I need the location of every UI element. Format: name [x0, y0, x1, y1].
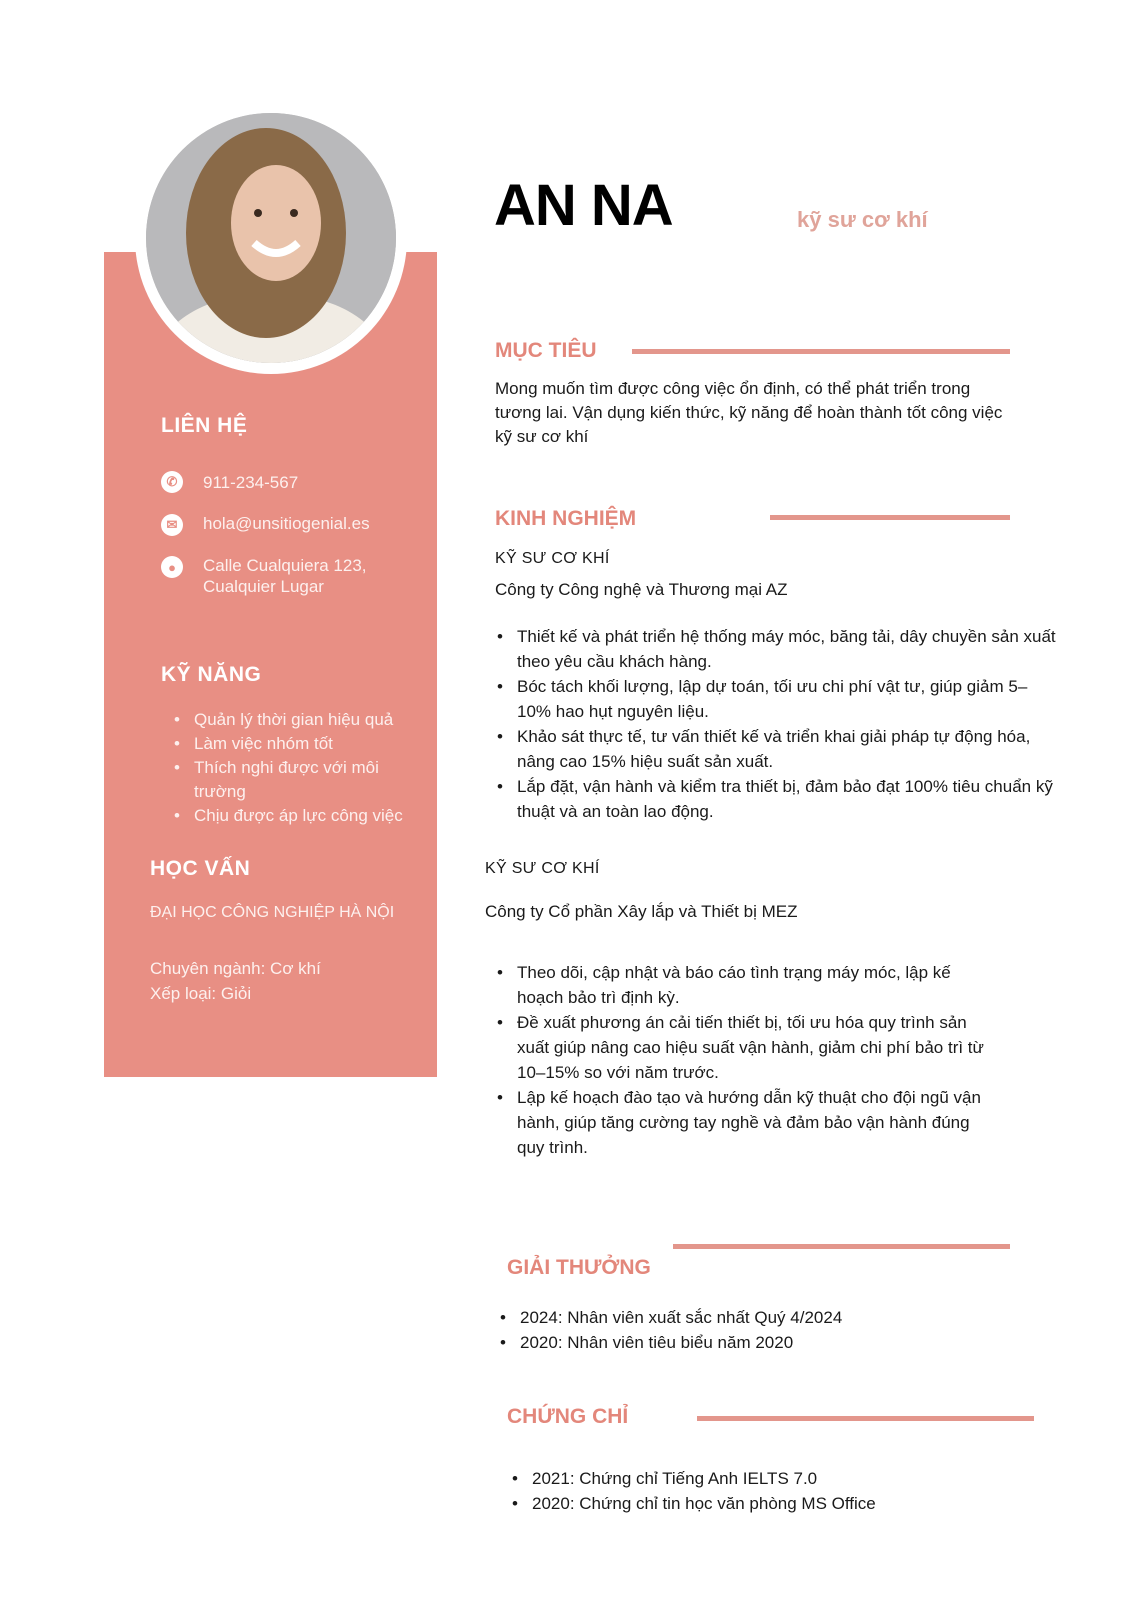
candidate-name: AN NA: [494, 173, 673, 238]
award-item: • 2020: Nhân viên tiêu biểu năm 2020: [498, 1330, 842, 1355]
duty-item: • Theo dõi, cập nhật và báo cáo tình trạng máy móc, lập kế hoạch bảo trì định kỳ.: [495, 960, 990, 1010]
job-2-title: KỸ SƯ CƠ KHÍ: [485, 860, 600, 877]
job-1-company: Công ty Công nghệ và Thương mại AZ: [495, 580, 788, 599]
education-heading: HỌC VẤN: [150, 857, 251, 880]
certificates-list: [510, 1466, 876, 1516]
skill-item: • Chịu được áp lực công việc: [172, 804, 434, 828]
skills-list: [172, 708, 434, 828]
divider: [632, 349, 1010, 354]
divider: [770, 515, 1010, 520]
contact-heading: LIÊN HỆ: [161, 414, 248, 437]
sidebar: [104, 252, 437, 1077]
portrait-image: [146, 113, 396, 363]
experience-heading: KINH NGHIỆM: [495, 507, 637, 530]
address-line-2: Cualquier Lugar: [203, 577, 324, 596]
objective-heading: MỤC TIÊU: [495, 339, 597, 362]
education-school: ĐẠI HỌC CÔNG NGHIỆP HÀ NỘI: [150, 904, 395, 921]
duty-item: • Bóc tách khối lượng, lập dự toán, tối ưu chi phí vật tư, giúp giảm 5–10% hao hụt nguyên liệu.: [495, 674, 1060, 724]
job-1-duties: [495, 624, 1060, 824]
skill-item: • Làm việc nhóm tốt: [172, 732, 434, 756]
awards-heading: GIẢI THƯỞNG: [507, 1256, 651, 1279]
awards-list: [498, 1305, 842, 1355]
address-line-1: Calle Cualquiera 123,: [203, 556, 367, 575]
contact-phone: 911-234-567: [203, 473, 299, 492]
certificate-item: • 2021: Chứng chỉ Tiếng Anh IELTS 7.0: [510, 1466, 876, 1491]
duty-item: • Thiết kế và phát triển hệ thống máy móc, băng tải, dây chuyền sản xuất theo yêu cầu khách hàng.: [495, 624, 1060, 674]
skills-heading: KỸ NĂNG: [161, 663, 262, 686]
duty-item: • Khảo sát thực tế, tư vấn thiết kế và triển khai giải pháp tự động hóa, nâng cao 15% hiệu suất sản xuất.: [495, 724, 1060, 774]
job-2-duties: [495, 960, 990, 1160]
profile-photo: [146, 113, 396, 363]
divider: [697, 1416, 1034, 1421]
location-pin-icon: ●: [161, 556, 183, 578]
objective-text: Mong muốn tìm được công việc ổn định, có thể phát triển trong tương lai. Vận dụng kiến thức, kỹ năng để hoàn thành tốt công việc kỹ sư cơ khí: [495, 379, 1003, 446]
job-2-company: Công ty Cổ phần Xây lắp và Thiết bị MEZ: [485, 902, 798, 921]
email-icon: ✉: [161, 514, 183, 536]
certificate-item: • 2020: Chứng chỉ tin học văn phòng MS Office: [510, 1491, 876, 1516]
skill-item: • Quản lý thời gian hiệu quả: [172, 708, 434, 732]
duty-item: • Đề xuất phương án cải tiến thiết bị, tối ưu hóa quy trình sản xuất giúp nâng cao hiệu suất vận hành, giảm chi phí bảo trì từ 10–15% so với năm trước.: [495, 1010, 990, 1085]
contact-email: hola@unsitiogenial.es: [203, 514, 370, 533]
award-item: • 2024: Nhân viên xuất sắc nhất Quý 4/2024: [498, 1305, 842, 1330]
education-details: [150, 956, 321, 1006]
duty-item: • Lập kế hoạch đào tạo và hướng dẫn kỹ thuật cho đội ngũ vận hành, giúp tăng cường tay nghề và đảm bảo vận hành đúng quy trình.: [495, 1085, 990, 1160]
duty-item: • Lắp đặt, vận hành và kiểm tra thiết bị, đảm bảo đạt 100% tiêu chuẩn kỹ thuật và an toàn lao động.: [495, 774, 1060, 824]
certificates-heading: CHỨNG CHỈ: [507, 1405, 629, 1428]
education-grade: Xếp loại: Giỏi: [150, 984, 252, 1003]
contact-address: [203, 555, 367, 597]
education-major: Chuyên ngành: Cơ khí: [150, 959, 321, 978]
job-1-title: KỸ SƯ CƠ KHÍ: [495, 550, 610, 567]
job-title: kỹ sư cơ khí: [797, 207, 928, 232]
phone-icon: ✆: [161, 471, 183, 493]
divider: [673, 1244, 1010, 1249]
skill-item: • Thích nghi được với môi trường: [172, 756, 402, 804]
